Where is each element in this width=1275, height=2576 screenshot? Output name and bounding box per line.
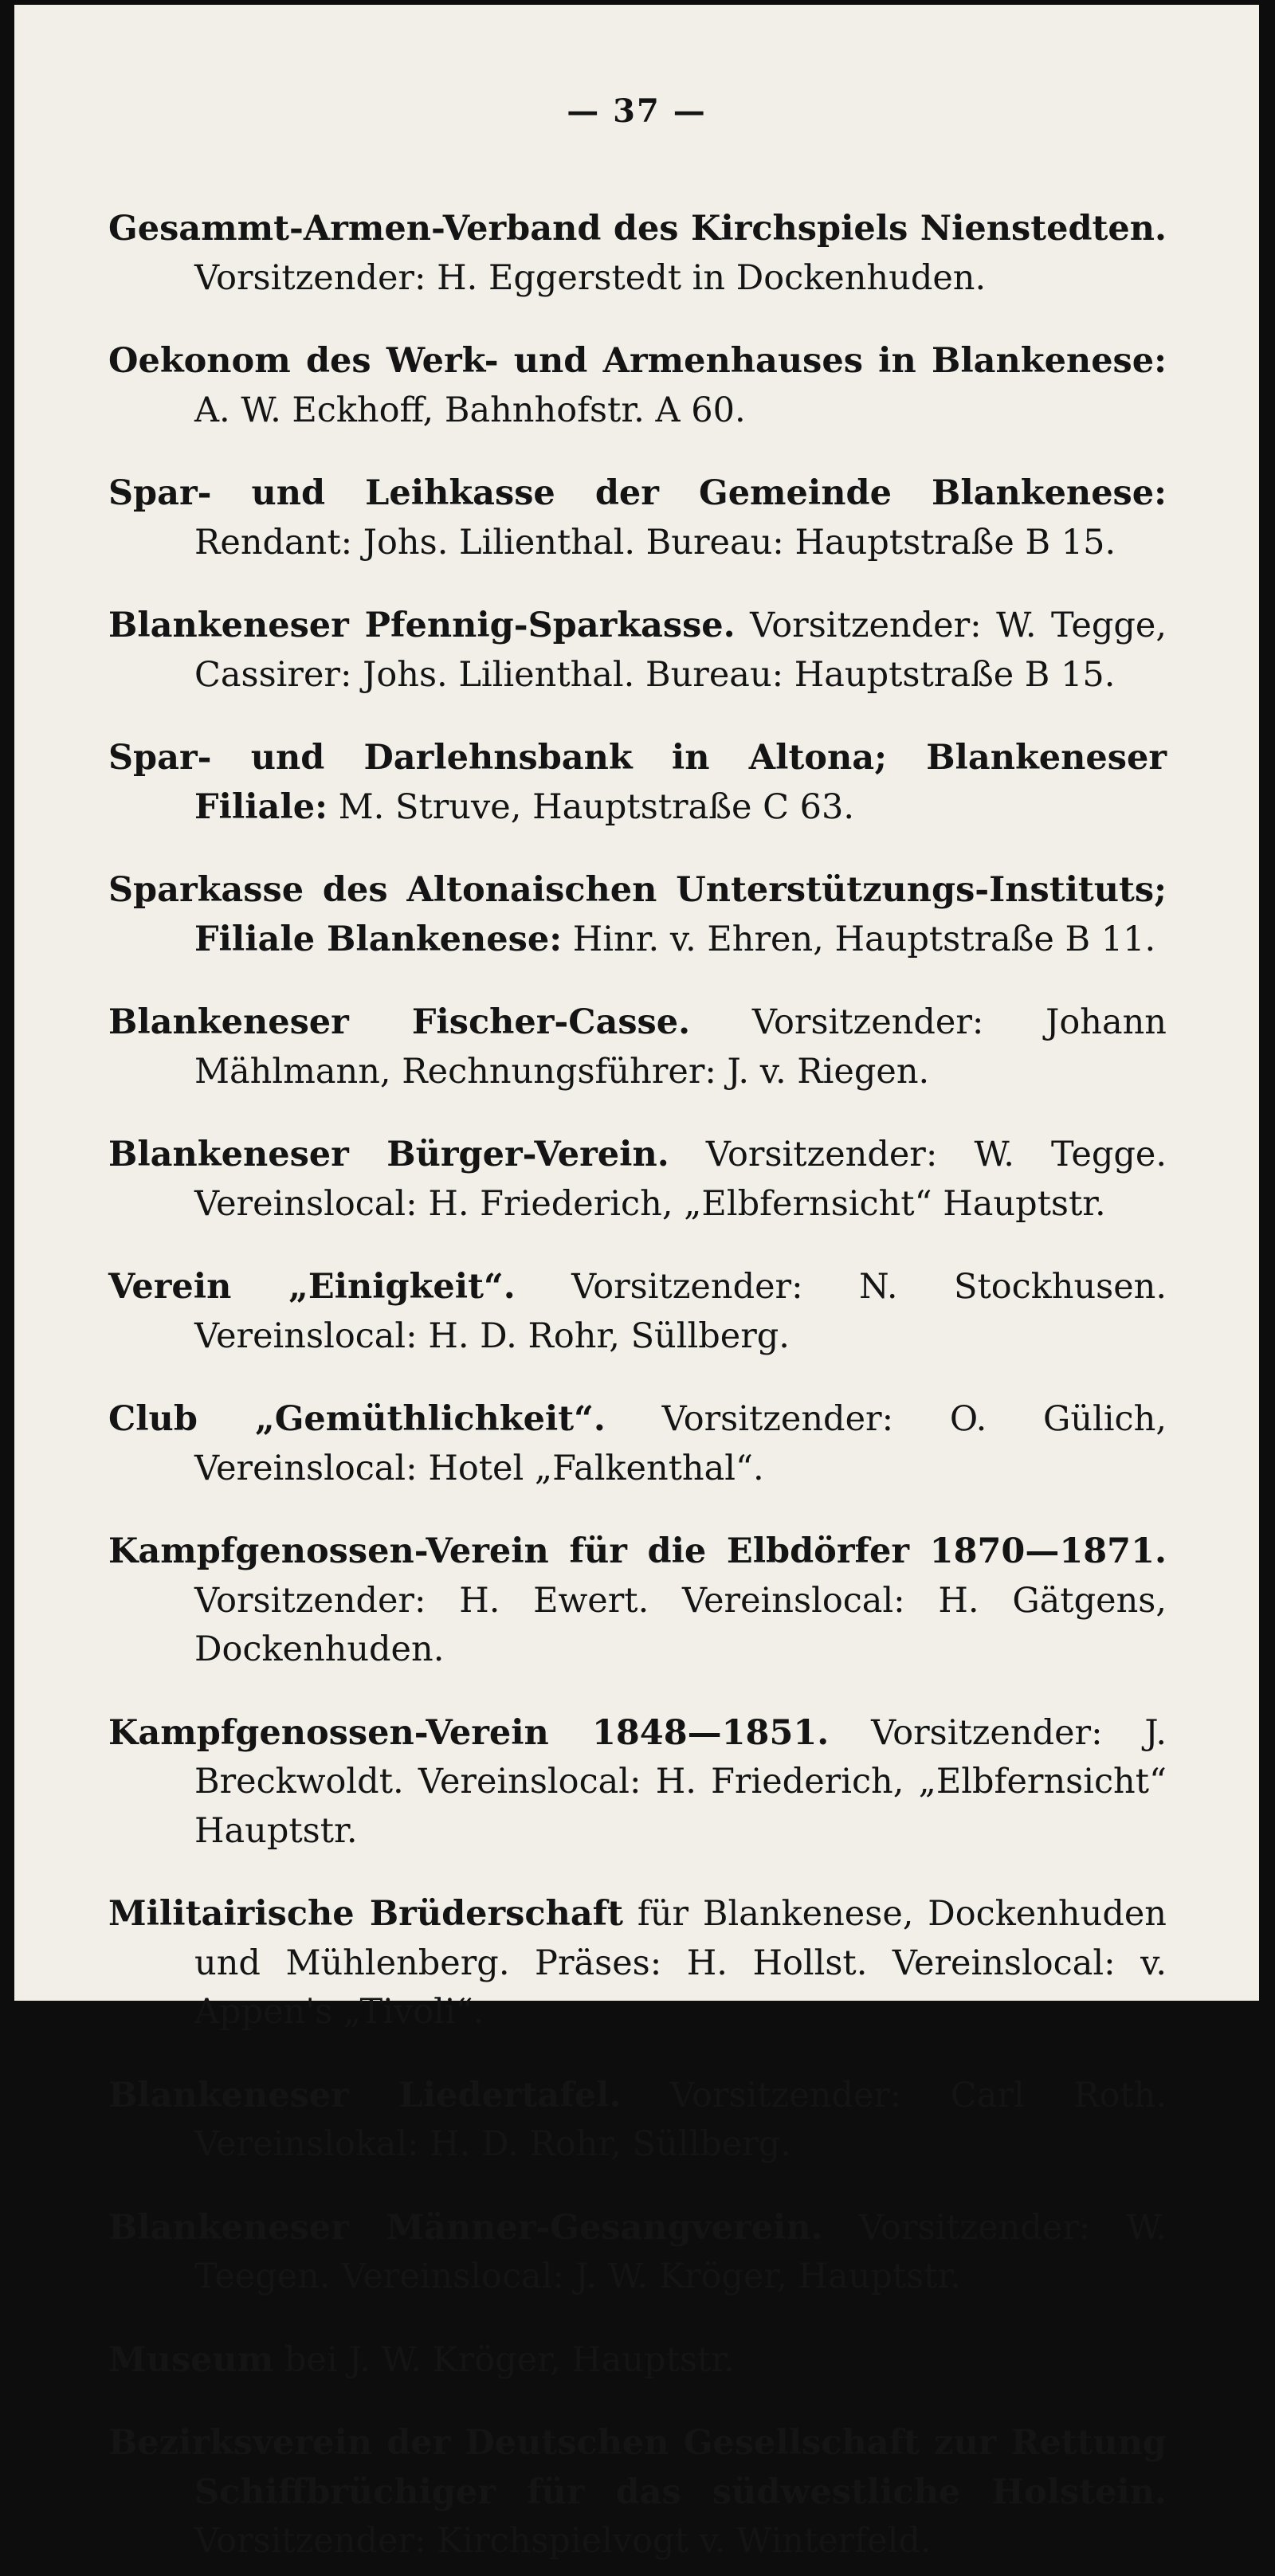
entry-title: Kampfgenossen-Verein 1848—1851.	[108, 1712, 830, 1753]
entry-body: Vorsitzender: Johann Mählmann, Rechnungsführer: J. v. Riegen.	[194, 1002, 1167, 1092]
entry	[108, 1263, 1167, 1361]
entry-body: Vorsitzender: Carl Roth. Vereinslokal: H. D. Rohr, Süllberg.	[194, 2075, 1167, 2164]
entry	[108, 998, 1167, 1096]
entry-title: Kampfgenossen-Verein für die Elbdörfer 1870—1871.	[108, 1531, 1167, 1571]
entry	[108, 1890, 1167, 2037]
entry-title: Militairische Brüderschaft	[108, 1894, 624, 1934]
entries-list	[108, 171, 1167, 2576]
entry-body: für Blankenese, Dockenhuden und Mühlenberg. Präses: H. Hollst. Vereinslocal: v. Appen's „Tivoli“.	[194, 1894, 1167, 2032]
entry	[108, 1527, 1167, 1675]
entry-body: M. Struve, Hauptstraße C 63.	[338, 786, 855, 827]
entry-title: Blankeneser Bürger-Verein.	[108, 1135, 669, 1174]
entry-body: bei J. W. Kröger, Hauptstr.	[284, 2339, 735, 2380]
entry	[108, 2204, 1167, 2302]
entry-title: Blankeneser Fischer-Casse.	[108, 1002, 691, 1042]
entry-body: Hinr. v. Ehren, Hauptstraße B 11.	[572, 919, 1156, 959]
entry-body: Vorsitzender: W. Tegge, Cassirer: Johs. Lilienthal. Bureau: Hauptstraße B 15.	[194, 606, 1167, 695]
entry	[108, 337, 1167, 435]
entry-body: Vorsitzender: W. Tegge. Vereinslocal: H. Friederich, „Elbfernsicht“ Hauptstr.	[194, 1135, 1167, 1224]
entry-body: Vorsitzender: J. Breckwoldt. Vereinslocal: H. Friederich, „Elbfernsicht“ Hauptstr.	[194, 1712, 1167, 1851]
entry-body: A. W. Eckhoff, Bahnhofstr. A 60.	[194, 390, 746, 430]
entry-title: Museum	[108, 2339, 274, 2380]
entry	[108, 1395, 1167, 1493]
entry-title: Blankeneser Pfennig-Sparkasse.	[108, 606, 736, 645]
entry-body: Vorsitzender: H. Eggerstedt in Dockenhuden.	[194, 257, 987, 298]
entry-title: Blankeneser Männer-Gesangverein.	[108, 2207, 823, 2248]
entry-body: Vorsitzender: Kirchspielvogt v. Winterfeld.	[194, 2521, 932, 2561]
entry-title: Verein „Einigkeit“.	[108, 1267, 516, 1307]
entry-title: Club „Gemüthlichkeit“.	[108, 1399, 606, 1439]
entry-body: Vorsitzender: O. Gülich, Vereinslocal: Hotel „Falkenthal“.	[194, 1399, 1167, 1488]
entry-title: Oekonom des Werk- und Armenhauses in Blankenese:	[108, 341, 1167, 381]
entry	[108, 734, 1167, 832]
entry	[108, 2336, 1167, 2386]
entry	[108, 602, 1167, 700]
entry-title: Blankeneser Liedertafel.	[108, 2075, 622, 2115]
page-number: — 37 —	[567, 92, 707, 130]
entry-title: Spar- und Darlehnsbank in Altona; Blankeneser Filiale:	[108, 738, 1167, 827]
entry	[108, 469, 1167, 567]
entry-title: Sparkasse des Altonaischen Unterstützungs-Instituts; Filiale Blankenese:	[108, 870, 1167, 959]
entry	[108, 2419, 1167, 2566]
entry-title: Gesammt-Armen-Verband des Kirchspiels Nienstedten.	[108, 209, 1167, 249]
entry	[108, 866, 1167, 964]
entry-title: Bezirksverein der Deutschen Gesellschaft zur Rettung Schiffbrüchiger für das südwestliche Holstein.	[108, 2423, 1167, 2512]
entry	[108, 2072, 1167, 2170]
entry-body: Vorsitzender: N. Stockhusen. Vereinslocal: H. D. Rohr, Süllberg.	[194, 1267, 1167, 1356]
entry-body: Vorsitzender: H. Ewert. Vereinslocal: H. Gätgens, Dockenhuden.	[194, 1580, 1167, 1669]
entry-body: Rendant: Johs. Lilienthal. Bureau: Hauptstraße B 15.	[194, 522, 1116, 563]
entry	[108, 1131, 1167, 1229]
book-page	[14, 5, 1259, 2561]
entry-title: Spar- und Leihkasse der Gemeinde Blankenese:	[108, 473, 1167, 513]
entry	[108, 1709, 1167, 1857]
entry-body: Vorsitzender: W. Teegen. Vereinslocal: J. W. Kröger, Hauptstr.	[194, 2207, 1167, 2296]
entry	[108, 205, 1167, 303]
